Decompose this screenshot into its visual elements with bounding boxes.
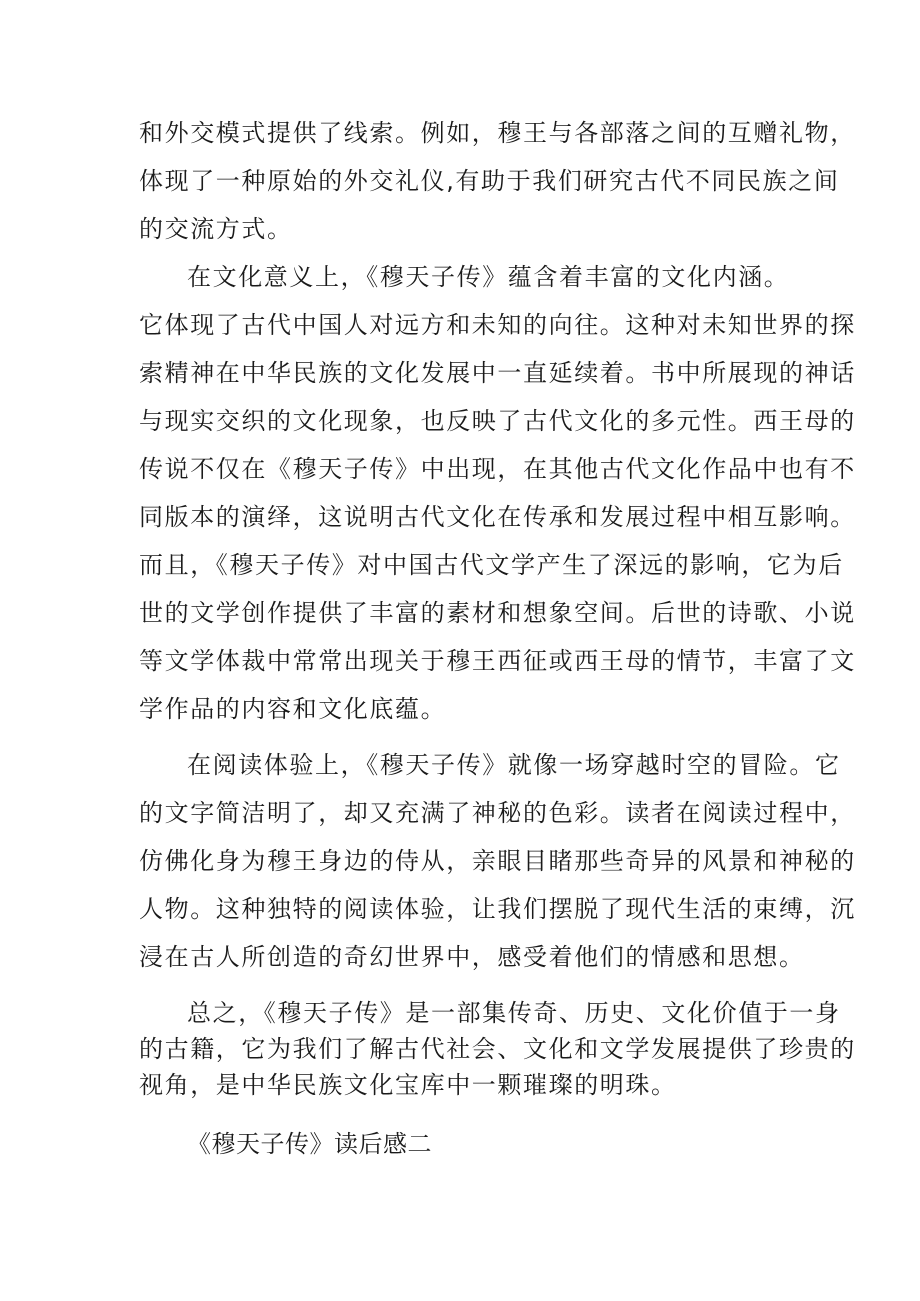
paragraph-2-line-3: 索精神在中华民族的文化发展中一直延续着。书中所展现的神话	[139, 359, 856, 387]
paragraph-3-line-2: 的文字简洁明了，却又充满了神秘的色彩。读者在阅读过程中，	[139, 799, 856, 827]
paragraph-1-line-3: 的交流方式。	[139, 215, 293, 243]
paragraph-2-line-6: 同版本的演绎，这说明古代文化在传承和发展过程中相互影响。	[139, 503, 856, 531]
paragraph-2-line-4: 与现实交织的文化现象，也反映了古代文化的多元性。西王母的	[139, 407, 856, 435]
paragraph-2-line-1: 在文化意义上，《穆天子传》蕴含着丰富的文化内涵。	[187, 263, 790, 291]
paragraph-3-line-1: 在阅读体验上，《穆天子传》就像一场穿越时空的冒险。它	[187, 751, 841, 779]
paragraph-1-line-1: 和外交模式提供了线索。例如，穆王与各部落之间的互赠礼物，	[139, 119, 856, 147]
paragraph-3-line-5: 浸在古人所创造的奇幻世界中，感受着他们的情感和思想。	[139, 943, 805, 971]
paragraph-1-line-2: 体现了一种原始的外交礼仪,有助于我们研究古代不同民族之间	[139, 167, 840, 195]
paragraph-4-line-1: 总之，《穆天子传》是一部集传奇、历史、文化价值于一身	[187, 999, 841, 1027]
section-heading: 《穆天子传》读后感二	[187, 1130, 432, 1158]
paragraph-2-line-2: 它体现了古代中国人对远方和未知的向往。这种对未知世界的探	[139, 311, 856, 339]
paragraph-4-line-2: 的古籍，它为我们了解古代社会、文化和文学发展提供了珍贵的	[139, 1035, 856, 1063]
paragraph-2-line-5: 传说不仅在《穆天子传》中出现，在其他古代文化作品中也有不	[139, 455, 856, 483]
paragraph-2-line-8: 世的文学创作提供了丰富的素材和想象空间。后世的诗歌、小说	[139, 599, 856, 627]
paragraph-3-line-3: 仿佛化身为穆王身边的侍从，亲眼目睹那些奇异的风景和神秘的	[139, 847, 856, 875]
paragraph-4-line-3: 视角，是中华民族文化宝库中一颗璀璨的明珠。	[139, 1071, 677, 1099]
paragraph-2-line-9: 等文学体裁中常常出现关于穆王西征或西王母的情节，丰富了文	[139, 647, 856, 675]
paragraph-3-line-4: 人物。这种独特的阅读体验，让我们摆脱了现代生活的束缚，沉	[139, 895, 856, 923]
paragraph-2-line-10: 学作品的内容和文化底蕴。	[139, 695, 447, 723]
paragraph-2-line-7: 而且，《穆天子传》对中国古代文学产生了深远的影响，它为后	[139, 551, 844, 579]
